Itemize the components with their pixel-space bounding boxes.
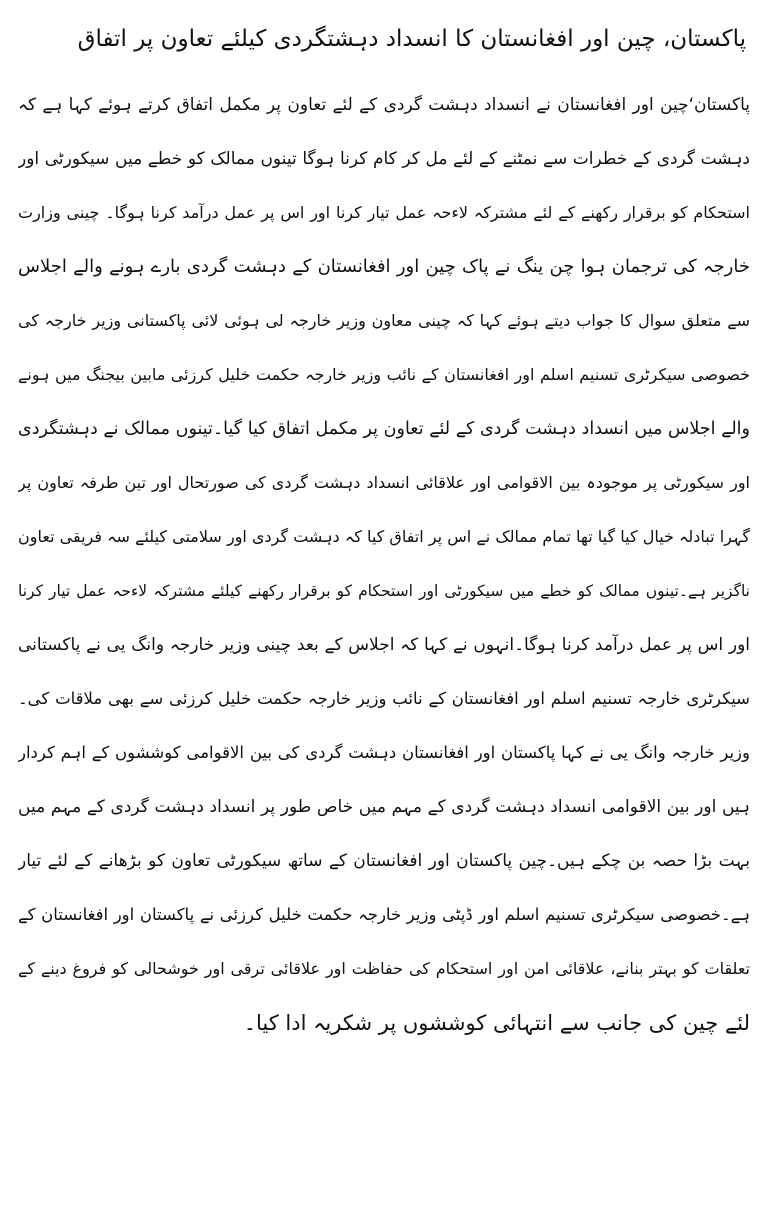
article-body <box>18 78 750 1050</box>
body-line: خارجہ کی ترجمان ہوا چن ینگ نے پاک چین اور افغانستان کے دہشت گردی بارے ہونے والے اجلاس <box>18 256 750 277</box>
body-line: استحکام کو برقرار رکھنے کے لئے مشترکہ لاءحہ عمل تیار کرنا اور اس پر عمل درآمد کرنا ہوگا۔ چینی وزارت <box>18 203 750 222</box>
body-line: تعلقات کو بہتر بنانے، علاقائی امن اور استحکام کی حفاظت اور علاقائی ترقی اور خوشحالی کو فروغ دینے کے <box>18 959 750 978</box>
body-line: اور سیکورٹی پر موجودہ بین الاقوامی اور علاقائی انسداد دہشت گردی کی صورتحال اور تین طرفہ تعاون پر <box>18 473 750 492</box>
body-line: والے اجلاس میں انسداد دہشت گردی کے لئے تعاون پر مکمل اتفاق کیا گیا۔تینوں ممالک نے دہشتگردی <box>18 419 750 439</box>
article-headline: پاکستان، چین اور افغانستان کا انسداد دہشتگردی کیلئے تعاون پر اتفاق <box>77 26 746 52</box>
body-line: لئے چین کی جانب سے انتہائی کوششوں پر شکریہ ادا کیا۔ <box>243 1011 750 1035</box>
body-line: خصوصی سیکرٹری تسنیم اسلم اور افغانستان کے نائب وزیر خارجہ حکمت خلیل کرزئی مابین بیجنگ میں ہونے <box>18 365 750 384</box>
body-line: سیکرٹری خارجہ تسنیم اسلم اور افغانستان کے نائب وزیر خارجہ حکمت خلیل کرزئی سے بھی ملاقات کی۔ <box>18 689 750 708</box>
body-line: ہے۔خصوصی سیکرٹری تسنیم اسلم اور ڈپٹی وزیر خارجہ حکمت خلیل کرزئی نے پاکستان اور افغانستان کے <box>18 905 750 924</box>
body-line: سے متعلق سوال کا جواب دیتے ہوئے کہا کہ چینی معاون وزیر خارجہ لی ہوئی لائی پاکستانی وزیر خارجہ کی <box>18 311 750 330</box>
body-line: ہیں اور بین الاقوامی انسداد دہشت گردی کے مہم میں خاص طور پر انسداد دہشت گردی کے مہم میں <box>18 797 750 817</box>
body-line: وزیر خارجہ وانگ یی نے کہا پاکستان اور افغانستان دہشت گردی کی بین الاقوامی کوششوں کے اہم کردار <box>18 743 750 762</box>
news-article <box>18 14 750 1050</box>
body-line: ناگزیر ہے۔تینوں ممالک کو خطے میں سیکورٹی اور استحکام کو برقرار رکھنے کیلئے مشترکہ لاءحہ عمل تیار کرنا <box>18 582 750 600</box>
body-line: بہت بڑا حصہ بن چکے ہیں۔چین پاکستان اور افغانستان کے ساتھ سیکورٹی تعاون کو بڑھانے کے لئے تیار <box>18 851 750 871</box>
body-line: گہرا تبادلہ خیال کیا گیا تھا تمام ممالک نے اس پر اتفاق کیا کہ دہشت گردی اور سلامتی کیلئے سہ فریقی تعاون <box>18 527 750 546</box>
body-line: اور اس پر عمل درآمد کرنا ہوگا۔انہوں نے کہا کہ اجلاس کے بعد چینی وزیر خارجہ وانگ یی نے پاکستانی <box>18 635 750 655</box>
body-line: پاکستان‘چین اور افغانستان نے انسداد دہشت گردی کے لئے تعاون پر مکمل اتفاق کرتے ہوئے کہا ہے کہ <box>18 95 750 115</box>
body-line: دہشت گردی کے خطرات سے نمٹنے کے لئے مل کر کام کرنا ہوگا تینوں ممالک کو خطے میں سیکورٹی اور <box>18 149 750 169</box>
